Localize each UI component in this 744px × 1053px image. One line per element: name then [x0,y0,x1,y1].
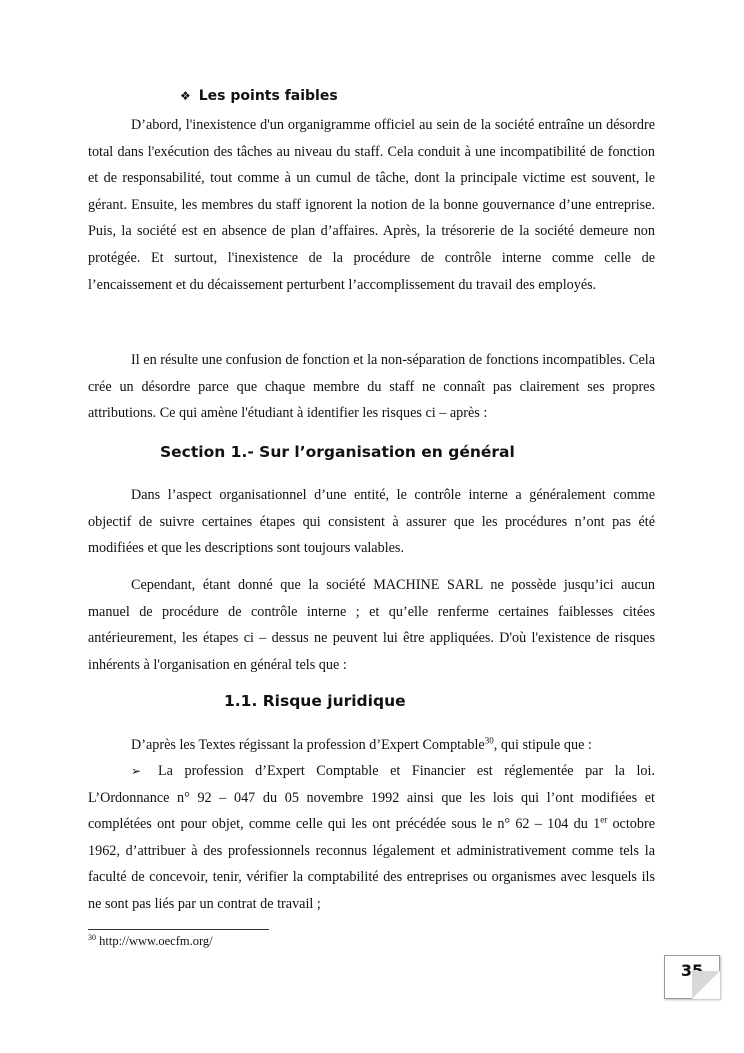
paragraph-machine-sarl [88,572,655,678]
page-number: 35 [680,961,704,980]
paragraph-organisational-aspect-text: Dans l’aspect organisationnel d’une entité, le contrôle interne a généralement comme objectif de suivre certaines étapes qui consistent à assurer que les procédures n’ont pas été modifiées et que les descriptions sont toujours valables. [88,487,655,557]
footnote [88,934,213,949]
paragraph-weaknesses [88,112,655,298]
footnote-divider [88,929,269,930]
paragraph-legal-texts-text: D’après les Textes régissant la profession d’Expert Comptable [131,737,485,753]
paragraph-machine-sarl-text: Cependant, étant donné que la société MACHINE SARL ne possède jusqu’ici aucun manuel de procédure de contrôle interne ; et qu’elle renferme certaines faiblesses citées antérieurement, les étapes ci – dessus ne peuvent lui être appliquées. D'où l'existence de risques inhérents à l'organisation en général tels que : [88,577,655,673]
paragraph-legal-texts-tail: , qui stipule que : [493,737,592,753]
diamond-bullet-icon: ❖ [180,89,191,103]
footnote-url: http://www.oecfm.org/ [96,934,213,948]
bullet-paragraph-tail: octobre 1962, d’attribuer à des professionnels reconnus légalement et administrativement comme tels la faculté de concevoir, tenir, vérifier la comptabilité des entreprises ou organismes avec lesquels ils ne sont pas liés par un contrat de travail ; [88,816,655,912]
subsection-title: 1.1. Risque juridique [224,692,406,710]
paragraph-legal-texts [88,732,655,759]
page-curl-decoration [692,971,720,999]
bullet-paragraph-text: La profession d’Expert Comptable et Financier est réglementée par la loi. L’Ordonnance n° 92 – 047 du 05 novembre 1992 ainsi que les lois qui l’ont modifiées et complétées ont pour objet, comme celle qui les ont précédée sous le n° 62 – 104 du 1 [88,763,655,833]
paragraph-weaknesses-text: D’abord, l'inexistence d'un organigramme officiel au sein de la société entraîne un désordre total dans l'exécution des tâches au niveau du staff. Cela conduit à une incompatibilité de fonction et de responsabilité, tout comme à un cumul de tâche, dont la principale victime est souvent, le gérant. Ensuite, les membres du staff ignorent la notion de la bonne gouvernance d’une entreprise. Puis, la société est en absence de plan d’affaires. Après, la trésorerie de la société demeure non protégée. Et surtout, l'inexistence de la procédure de contrôle interne comme celle de l’encaissement et du décaissement perturbent l’accomplissement du travail des employés. [88,117,655,293]
footnote-reference: 30 [484,735,494,746]
footnote-number: 30 [88,932,96,942]
weak-points-heading [180,88,338,104]
section-title: Section 1.- Sur l’organisation en général [160,443,515,461]
arrow-bullet-icon: ➢ [131,764,142,778]
weak-points-heading-text: Les points faibles [198,88,338,104]
page-number-box [664,955,720,999]
bullet-paragraph-profession [88,758,655,918]
paragraph-consequence-text: Il en résulte une confusion de fonction et la non-séparation de fonctions incompatibles. Cela crée un désordre parce que chaque membre du staff ne connaît pas clairement ses propres attributions. Ce qui amène l'étudiant à identifier les risques ci – après : [88,352,655,422]
paragraph-consequence [88,347,655,427]
superscript-er: er [600,814,608,825]
paragraph-organisational-aspect [88,482,655,562]
